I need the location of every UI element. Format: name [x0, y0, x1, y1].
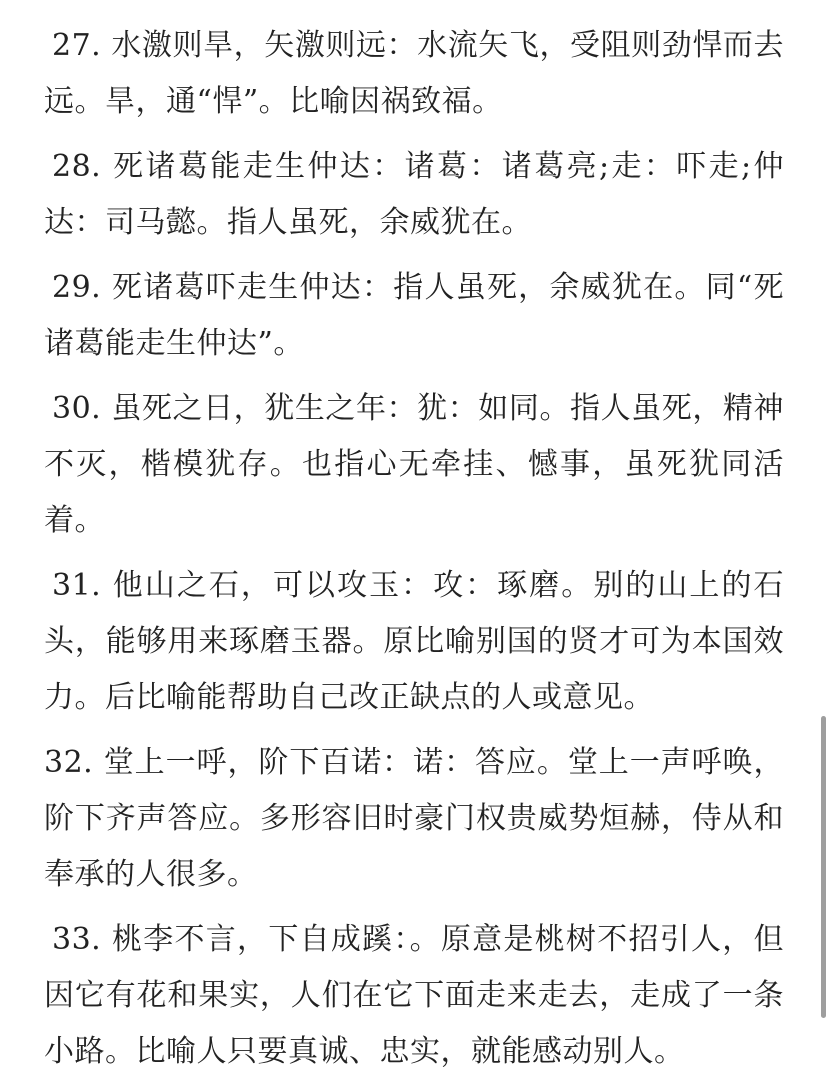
- entry-number: 32.: [44, 745, 94, 780]
- entry-number: 27.: [52, 28, 102, 63]
- entry-number: 31.: [52, 568, 102, 603]
- idiom-entry-28: [44, 139, 784, 251]
- idiom-entry-29: [44, 260, 784, 372]
- entry-number: 29.: [52, 270, 102, 305]
- idiom-entry-32: [44, 735, 784, 903]
- idiom-entry-27: [44, 18, 784, 130]
- idiom-entry-30: [44, 381, 784, 549]
- article-body: [44, 18, 784, 1089]
- idiom-entry-33: [44, 912, 784, 1080]
- vertical-scrollbar[interactable]: [821, 716, 826, 1018]
- entry-text: 死诸葛能走生仲达：诸葛：诸葛亮;走：吓走;仲达：司马懿。指人虽死，余威犹在。: [44, 149, 784, 240]
- entry-text: 他山之石，可以攻玉：攻：琢磨。别的山上的石头，能够用来琢磨玉器。原比喻别国的贤才可为本国效力。后比喻能帮助自己改正缺点的人或意见。: [44, 568, 784, 715]
- entry-text: 虽死之日，犹生之年：犹：如同。指人虽死，精神不灭，楷模犹存。也指心无牵挂、憾事，虽死犹同活着。: [44, 391, 784, 538]
- entry-number: 33.: [52, 922, 102, 957]
- entry-text: 水激则旱，矢激则远：水流矢飞，受阻则劲悍而去远。旱，通“悍”。比喻因祸致福。: [44, 28, 784, 119]
- entry-text: 桃李不言，下自成蹊：。原意是桃树不招引人，但因它有花和果实，人们在它下面走来走去，走成了一条小路。比喻人只要真诚、忠实，就能感动别人。: [44, 922, 784, 1069]
- idiom-entry-31: [44, 558, 784, 726]
- entry-text: 死诸葛吓走生仲达：指人虽死，余威犹在。同“死诸葛能走生仲达”。: [44, 270, 784, 361]
- entry-number: 30.: [52, 391, 102, 426]
- entry-number: 28.: [52, 149, 102, 184]
- entry-text: 堂上一呼，阶下百诺：诺：答应。堂上一声呼唤，阶下齐声答应。多形容旧时豪门权贵威势烜赫，侍从和奉承的人很多。: [44, 745, 784, 892]
